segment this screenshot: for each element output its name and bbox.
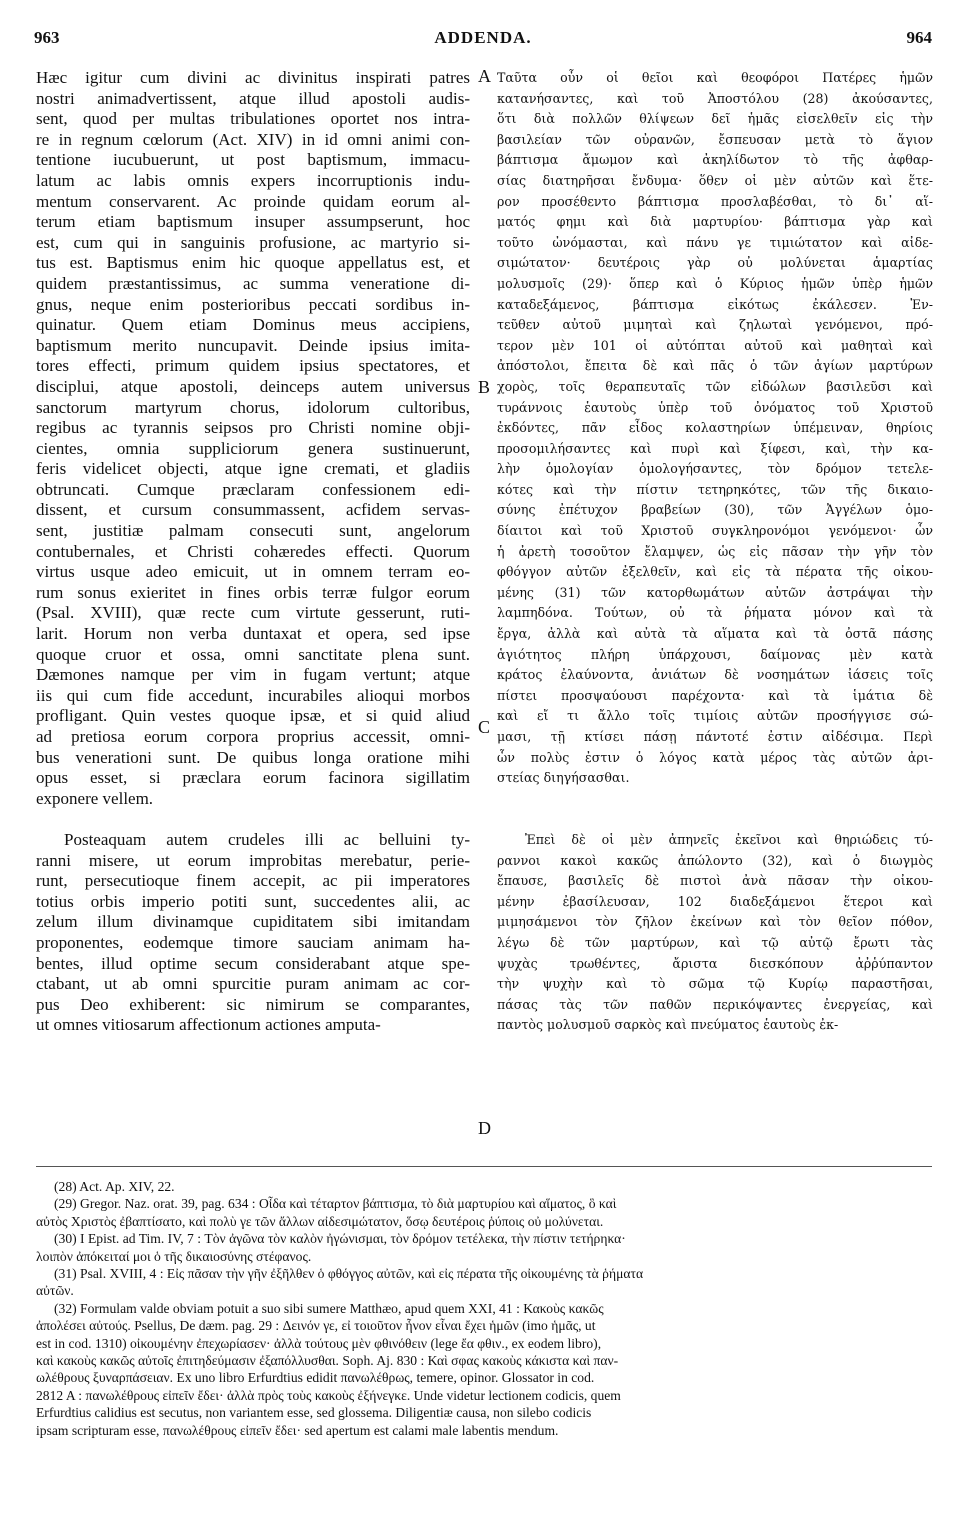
- footnote-divider: [36, 1166, 932, 1167]
- footnote-line: (31) Psal. XVIII, 4 : Εἰς πᾶσαν τὴν γῆν ἐξῆλθεν ὁ φθόγγος αὐτῶν, καὶ εἰς πέρατα τῆς οἰκουμένης τὰ ῥήματα: [54, 1266, 644, 1282]
- footnote: [36, 1178, 932, 1195]
- latin-text-line: ctabant, ut ab omni spurcitie puram animam ac cor-: [36, 974, 470, 994]
- footnote: [36, 1230, 932, 1265]
- greek-text-line: φθόγγον αὐτῶν ἐξελθεῖν, καὶ εἰς τὰ πέρατα τῆς οἰκου-: [497, 564, 933, 580]
- greek-text-line: καὶ εἴ τι ἄλλο τοῖς τιμίοις αὐτῶν προσήγγισε σώ-: [497, 708, 933, 724]
- latin-column: [36, 68, 470, 1036]
- latin-text-line: runt, persecutioque finem accepit, ac pii imperatores: [36, 871, 470, 891]
- running-title: ADDENDA.: [434, 28, 532, 47]
- footnote-line: (29) Gregor. Naz. orat. 39, pag. 634 : Οἶδα καὶ τέταρτον βάπτισμα, τὸ διὰ μαρτυρίου καὶ αἵματος, ὃ καὶ: [54, 1196, 617, 1212]
- latin-text-line: contubernales, et Christi cohæredes effecti. Quorum: [36, 541, 470, 561]
- greek-text-line: λὴν ὁμολογίαν ὁμολογήσαντες, τὸν δρόμον τετελε-: [497, 461, 933, 477]
- section-marker-c: C: [478, 717, 491, 737]
- greek-text-line: Ἐπεὶ δὲ οἱ μὲν ἀπηνεῖς ἐκεῖνοι καὶ θηριώδεις τύ-: [525, 831, 933, 847]
- footnote-line: (30) I Epist. ad Tim. IV, 7 : Τὸν ἀγῶνα τὸν καλὸν ἠγώνισμαι, τὸν δρόμον τετέλεκα, τὴν πίστιν τετήρηκα·: [54, 1231, 626, 1247]
- latin-text-line: pus Deo exhiberent: sic nimirum se comparantes,: [36, 994, 470, 1014]
- latin-text-line: disciplui, atque apostoli, deinceps autem universus: [36, 376, 470, 396]
- latin-text-line: mentum conservarent. Ac proinde quidam eorum al-: [36, 191, 470, 211]
- latin-text-line: sanctorum martyrum chorus, idolorum cultoribus,: [36, 397, 470, 417]
- latin-text-line: re in regnum cœlorum (Act. XIV) in id omni animi con-: [36, 129, 470, 149]
- footnote: [36, 1265, 932, 1300]
- greek-text-line: τὴν ψυχὴν καὶ τὸ σῶμα τῷ Κυρίῳ παραστῆσαι,: [497, 976, 933, 992]
- footnote-line: ωλέθρους ξυναρπάσειαν. Ex uno libro Erfurdtius edidit πανωλέθρως, temere, opinor. Glossator in cod.: [36, 1370, 595, 1386]
- latin-text-line: baptismum merito nuncupavit. Deinde ipsius imita-: [36, 335, 470, 355]
- latin-text-line: nostri animadvertissent, atque illud apostoli audis-: [36, 88, 470, 108]
- latin-text-line: proponentes, eodemque timore sauciam animam ha-: [36, 932, 470, 952]
- latin-text-line: obtruncati. Cumque præclaram confessionem edi-: [36, 479, 470, 499]
- page-number-right: 964: [906, 28, 932, 47]
- latin-text-line: bentes, illud optime secum considerabant atque spe-: [36, 953, 470, 973]
- greek-text-line: τερον μὲν 101 οἱ αὐτόπται αὐτοῦ καὶ μαθηταὶ καὶ: [497, 337, 933, 353]
- greek-text-line: ματός φημι καὶ διὰ μαρτυρίου· βάπτισμα γὰρ καὶ: [497, 214, 933, 230]
- footnote-line: (28) Act. Ap. XIV, 22.: [54, 1179, 175, 1194]
- greek-text-line: χορὸς, τοῖς θεραπευταῖς τῶν εἰδώλων βασιλεῦσι καὶ: [497, 378, 933, 394]
- greek-text-line: ρον προσέθεντο βάπτισμα προσλαβέσθαι, τὸ δι᾽ αἵ-: [497, 193, 933, 209]
- latin-text-line: larit. Horum non verba duntaxat et opera, sed ipse: [36, 624, 470, 644]
- greek-text-line: κράτος ἐλαύνοντα, ἀνιάτων δὲ νοσημάτων ἰάσεις τοῖς: [497, 667, 933, 683]
- latin-text-line: quinatur. Quem etiam Dominus meus accipiens,: [36, 315, 470, 335]
- greek-column: [497, 68, 933, 1036]
- paragraph-gap: [497, 809, 933, 830]
- footnote-line: αὐτῶν.: [36, 1283, 74, 1299]
- latin-text-line: cientes, omnia suppliciorum genera sustinuerunt,: [36, 438, 470, 458]
- latin-text-line: ranni misere, ut eorum improbitas merebatur, perie-: [36, 850, 470, 870]
- greek-text-line: μιμησάμενοι τὸν ζῆλον ἐκείνων καὶ τὸν θεῖον πόθον,: [497, 914, 933, 930]
- greek-text-line: ἔργα, ἀλλὰ καὶ αὐτὰ τὰ αἵματα καὶ τὰ ὀστᾶ πάσης: [497, 626, 933, 642]
- greek-text-line: ὅτι διὰ πολλῶν θλίψεων δεῖ ἡμᾶς εἰσελθεῖν εἰς τὴν: [497, 111, 933, 127]
- greek-text-line: βασιλείαν τῶν οὐρανῶν, ἔσπευσαν μετὰ τὸ ἅγιον: [497, 131, 933, 147]
- latin-text-line: latum ac labis omnis expers incorruptionis indu-: [36, 170, 470, 190]
- section-marker-a: A: [478, 66, 491, 86]
- footnote-line: ἀπολέσει αὐτούς. Psellus, De dæm. pag. 29 : Δεινόν γε, εἰ τοιοῦτον ἦνον εἶναι ἔχει ἡμῶν (imo ἡμᾶς, ut: [36, 1318, 596, 1334]
- latin-text-line: feris videlicet objecti, atque igne cremati, et gladiis: [36, 459, 470, 479]
- greek-text-line: κότες καὶ τὴν πίστιν τετηρηκότες, τῶν τῆς δικαιο-: [497, 481, 933, 497]
- greek-text-line: προσομιλήσαντες καὶ πυρὶ καὶ ξίφεσι, καὶ, τὴν κα-: [497, 440, 933, 456]
- latin-text-line: totius orbis imperio potiti sunt, succedentes alii, ac: [36, 891, 470, 911]
- greek-text-line: σιμώτατον· δευτέροις γὰρ οὐ μολύνεται ἁμαρτίας: [497, 255, 933, 271]
- greek-text-line: μολυσμοῖς (29)· ὅπερ καὶ ὁ Κύριος ἡμῶν ὑπὲρ ἡμῶν: [497, 275, 933, 291]
- latin-text-line: exponere vellem.: [36, 788, 154, 808]
- greek-text-line: δίαιτοι καὶ τοῦ Χριστοῦ συγκληρονόμοι γενόμενοι· ὧν: [497, 523, 933, 539]
- page-number-left: 963: [34, 28, 60, 47]
- footnotes: [36, 1178, 932, 1439]
- section-marker-b: B: [478, 377, 491, 397]
- greek-text-line: στείας διηγήσασθαι.: [497, 770, 630, 786]
- greek-text-line: μένην ἐβασίλευσαν, 102 διαδεξάμενοι ἕτεροι καὶ: [497, 893, 933, 909]
- latin-text-line: (Psal. XVIII), quæ recte cum virtute gesserunt, ruti-: [36, 603, 470, 623]
- footnote: [36, 1195, 932, 1230]
- footnote-line: λοιπὸν ἀπόκειταί μοι ὁ τῆς δικαιοσύνης στέφανος.: [36, 1248, 312, 1264]
- greek-text-line: πάσας τὰς τῶν παθῶν περικόψαντες ἐνεργείας, καὶ: [497, 996, 933, 1012]
- greek-text-line: τοῦτο ὠνόμασται, καὶ πάνυ γε τιμιώτατον καὶ αἰδε-: [497, 234, 933, 250]
- latin-text-line: Posteaquam autem crudeles illi ac belluini ty-: [64, 829, 470, 849]
- paragraph-gap: [36, 809, 470, 830]
- latin-text-line: tores effecti, primum quidem ipsius spectatores, et: [36, 356, 470, 376]
- latin-text-line: gnus, neque enim posterioribus peccati sordibus in-: [36, 294, 470, 314]
- latin-text-line: bus venerationi sunt. De quibus longa oratione mihi: [36, 747, 470, 767]
- greek-text-line: ἡ ἀρετὴ τοσοῦτον ἔλαμψεν, ὡς εἰς πᾶσαν τὴν γῆν τὸν: [497, 543, 933, 559]
- greek-text-line: κατανήσαντες, καὶ τοῦ Ἀποστόλου (28) ἀκούσαντες,: [497, 90, 933, 106]
- footnote-line: 2812 A : πανωλέθρους εἰπεῖν ἔδει· ἀλλὰ πρὸς τοὺς κακοὺς ἐξήνεγκε. Unde videtur lectionem codicis, quem: [36, 1387, 621, 1403]
- greek-text-line: ἐκδόντες, πᾶν εἶδος κολαστηρίων ὑπέμειναν, θηρίοις: [497, 420, 933, 436]
- latin-text-line: iis qui cum fide accedunt, incurabiles alioqui morbos: [36, 685, 470, 705]
- latin-text-line: tus est. Baptismus enim hic quoque appellatus est, et: [36, 253, 470, 273]
- footnote-line: καὶ κακοὺς κακῶς αὐτοῖς ἐπιτηδεύμασιν ἐξαπόλλυσθαι. Soph. Aj. 830 : Καὶ σφας κακοὺς κάκιστα καὶ παν-: [36, 1353, 619, 1369]
- greek-text-line: ἀπόστολοι, ἔπειτα δὲ καὶ πᾶς ὁ τῶν ἁγίων μαρτύρων: [497, 358, 933, 374]
- greek-text-line: ραννοι κακοὶ κακῶς ἀπώλοντο (32), καὶ ὁ διωγμὸς: [497, 852, 933, 868]
- latin-text-line: ad pretiosa eorum corpora proprius accessit, omni-: [36, 727, 470, 746]
- latin-text-line: Hæc igitur cum divini ac divinitus inspirati patres: [36, 68, 470, 87]
- latin-text-line: sent, justitiæ palmam consecuti sunt, angelorum: [36, 521, 470, 541]
- latin-text-line: virtus usque adeo emicuit, ut in omnem terram eo-: [36, 562, 470, 582]
- footnote-line: ipsam scripturam esse, πανωλέθρους εἰπεῖν ἔδει· sed apertum est calami male labentis mendum.: [36, 1422, 559, 1438]
- section-marker-d: D: [478, 1118, 491, 1138]
- paragraph-gap: [497, 789, 933, 810]
- greek-text-line: σύνης ἐπέτυχον βραβείων (30), τῶν Ἀγγέλων ὁμο-: [497, 502, 933, 518]
- greek-text-line: μένης (31) τῶν κατορθωμάτων αὐτῶν ἀστράψαι τὴν: [497, 584, 933, 600]
- latin-text-line: opus esset, si præclara eorum facinora sigillatim: [36, 768, 470, 788]
- greek-text-line: σίας διατηρῆσαι ἔνδυμα· ὅθεν οἱ μὲν αὐτῶν καὶ ἕτε-: [497, 172, 933, 188]
- greek-text-line: καταδεξάμενος, βάπτισμα εἰκότως ἐκάλεσεν. Ἐν-: [497, 296, 933, 312]
- greek-text-line: ἔπαυσε, βασιλεῖς δὲ πιστοὶ ἀνὰ πᾶσαν τὴν οἰκου-: [497, 873, 933, 889]
- greek-text-line: βάπτισμα ἄμωμον καὶ ἀκηλίδωτον τὸ τῆς ἀφθαρ-: [497, 152, 933, 168]
- greek-text-line: τεῦθεν αὐτοῦ μιμηταὶ καὶ ζηλωταὶ γενόμενοι, πρό-: [497, 317, 933, 333]
- footnote-line: (32) Formulam valde obviam potuit a suo sibi sumere Matthæo, apud quem XXI, 41 : Κακοὺς κακῶς: [54, 1300, 604, 1316]
- latin-text-line: ut omnes vitiosarum affectionum actiones amputa-: [36, 1015, 381, 1035]
- latin-text-line: profligant. Quin vestes quoque ipsæ, et si quid aliud: [36, 706, 470, 726]
- latin-text-line: Dæmones namque per vim in fugam vertunt; atque: [36, 665, 470, 685]
- latin-text-line: est, cum qui in sanguinis profusione, ac martyrio si-: [36, 232, 470, 252]
- latin-text-line: zelum illum divinamque cupiditatem sibi imitandam: [36, 912, 470, 932]
- greek-text-line: ἁγιότητος πλήρη ὑπάρχουσι, δαίμονας μὲν κατὰ: [497, 646, 933, 662]
- latin-text-line: dissent, et cursum consummassent, acfidem servas-: [36, 500, 470, 520]
- latin-text-line: rum sonus exieritet in fines orbis terræ fulgor eorum: [36, 582, 470, 602]
- greek-text-line: λαμπηδόνα. Τούτων, οὐ τὰ ῥήματα μόνον καὶ τὰ: [497, 605, 933, 621]
- footnote: [36, 1300, 932, 1439]
- greek-text-line: παντὸς μολυσμοῦ σαρκὸς καὶ πνεύματος ἑαυτοὺς ἐκ-: [497, 1017, 839, 1033]
- greek-text-line: μασι, τῇ κτίσει πάσῃ πάντοτέ ἐστιν αἰδέσιμα. Περὶ: [497, 729, 933, 744]
- greek-text-line: πίστει προσψαύουσι παρέχοντα· καὶ τὰ ἱμάτια δὲ: [497, 687, 933, 703]
- latin-text-line: terum etiam baptismum insuper assumpserunt, hoc: [36, 212, 470, 232]
- footnote-line: αὐτὸς Χριστὸς ἐβαπτίσατο, καὶ πολὺ γε τῶν ἄλλων αἰδεσιμώτατον, ὅσῳ δευτέροις ῥύποις οὐ μολύνεται.: [36, 1213, 604, 1229]
- greek-text-line: ψυχὰς τρωθέντες, ἄριστα διεσκόπουν ἀῤῥύπαντον: [497, 955, 933, 971]
- greek-text-line: ὧν πολὺς ἐστιν ὁ λόγος κατὰ μέρος τὰς αὐτῶν ἀρι-: [497, 749, 933, 765]
- latin-text-line: regibus ac tyrannis seipsos pro Christi nomine obji-: [36, 418, 470, 438]
- latin-text-line: tentione iucubuerunt, ut post baptismum, immacu-: [36, 150, 470, 170]
- latin-text-line: quidem præstantissimus, ac summa veneratione di-: [36, 273, 470, 293]
- greek-text-line: τυράννοις ἑαυτοὺς ὑπὲρ τοῦ ὀνόματος τοῦ Χριστοῦ: [497, 399, 933, 415]
- latin-text-line: sent, quod per multas tribulationes oportet nos intra-: [36, 109, 470, 129]
- footnote-line: est in cod. 1310) οἰκουμένην ἐπεχωρίασεν· ἀλλὰ τούτους μὲν φθινόθειν (lege ἔα φθιν., ex eodem libro),: [36, 1335, 602, 1351]
- page-header: [34, 28, 932, 54]
- latin-text-line: quoque cruor et ossa, omni sanctitate plena sunt.: [36, 644, 470, 664]
- greek-text-line: Ταῦτα οὖν οἱ θεῖοι καὶ θεοφόροι Πατέρες ἡμῶν: [497, 70, 933, 85]
- greek-text-line: λέγω δὲ τῶν μαρτύρων, καὶ τῷ αὐτῷ ἔρωτι τὰς: [497, 934, 933, 950]
- footnote-line: Erfurdtius calidius est secutus, non variantem esse, sed glossema. Diligentiæ causa, non silebo codicis: [36, 1405, 592, 1421]
